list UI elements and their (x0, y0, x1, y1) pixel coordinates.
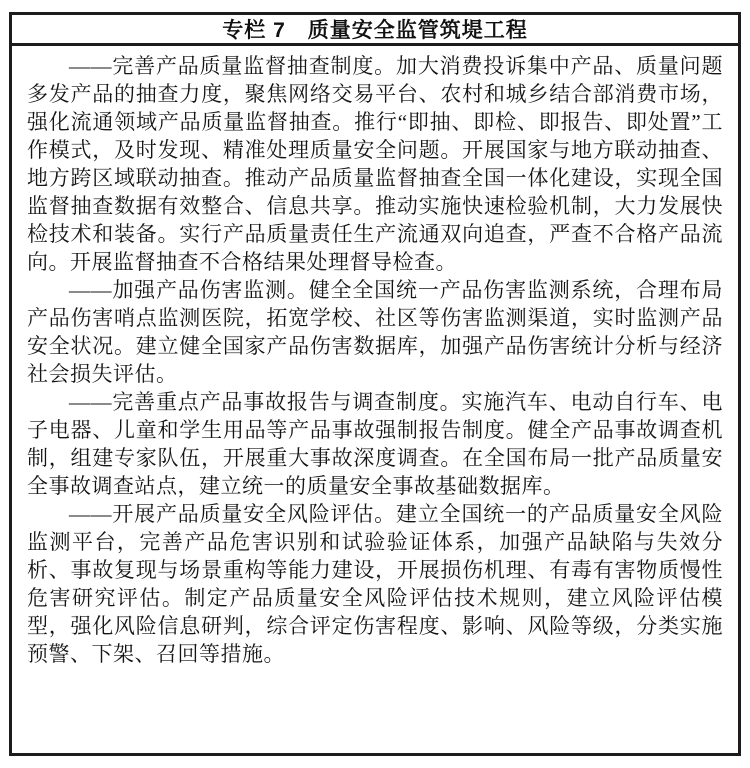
box-title-bar (12, 15, 738, 46)
paragraph-accident-reporting: ——完善重点产品事故报告与调查制度。实施汽车、电动自行车、电子电器、儿童和学生用品等产品事故强制报告制度。健全产品事故调查机制，组建专家队伍，开展重大事故深度调查。在全国布局一批产品质量安全事故调查站点，建立统一的质量安全事故基础数据库。 (27, 390, 723, 498)
box-body (12, 46, 738, 668)
paragraph-supervision-sampling: ——完善产品质量监督抽查制度。加大消费投诉集中产品、质量问题多发产品的抽查力度，聚焦网络交易平台、农村和城乡结合部消费市场，强化流通领域产品质量监督抽查。推行“即抽、即检、即报告、即处置”工作模式，及时发现、精准处理质量安全问题。开展国家与地方联动抽查、地方跨区域联动抽查。推动产品质量监督抽查全国一体化建设，实现全国监督抽查数据有效整合、信息共享。推动实施快速检验机制，大力发展快检技术和装备。实行产品质量责任生产流通双向追查，严查不合格产品流向。开展监督抽查不合格结果处理督导检查。 (27, 54, 723, 274)
paragraph-risk-assessment: ——开展产品质量安全风险评估。建立全国统一的产品质量安全风险监测平台，完善产品危害识别和试验验证体系，加强产品缺陷与失效分析、事故复现与场景重构等能力建设，开展损伤机理、有毒有害物质慢性危害研究评估。制定产品质量安全风险评估技术规则，建立风险评估模型，强化风险信息研判，综合评定伤害程度、影响、风险等级，分类实施预警、下架、召回等措施。 (27, 502, 723, 666)
box-title: 专栏 7 质量安全监管筑堤工程 (222, 19, 528, 42)
paragraph-injury-monitoring: ——加强产品伤害监测。健全全国统一产品伤害监测系统，合理布局产品伤害哨点监测医院，拓宽学校、社区等伤害监测渠道，实时监测产品安全状况。建立健全国家产品伤害数据库，加强产品伤害统计分析与经济社会损失评估。 (27, 278, 723, 386)
column-box (9, 12, 741, 756)
